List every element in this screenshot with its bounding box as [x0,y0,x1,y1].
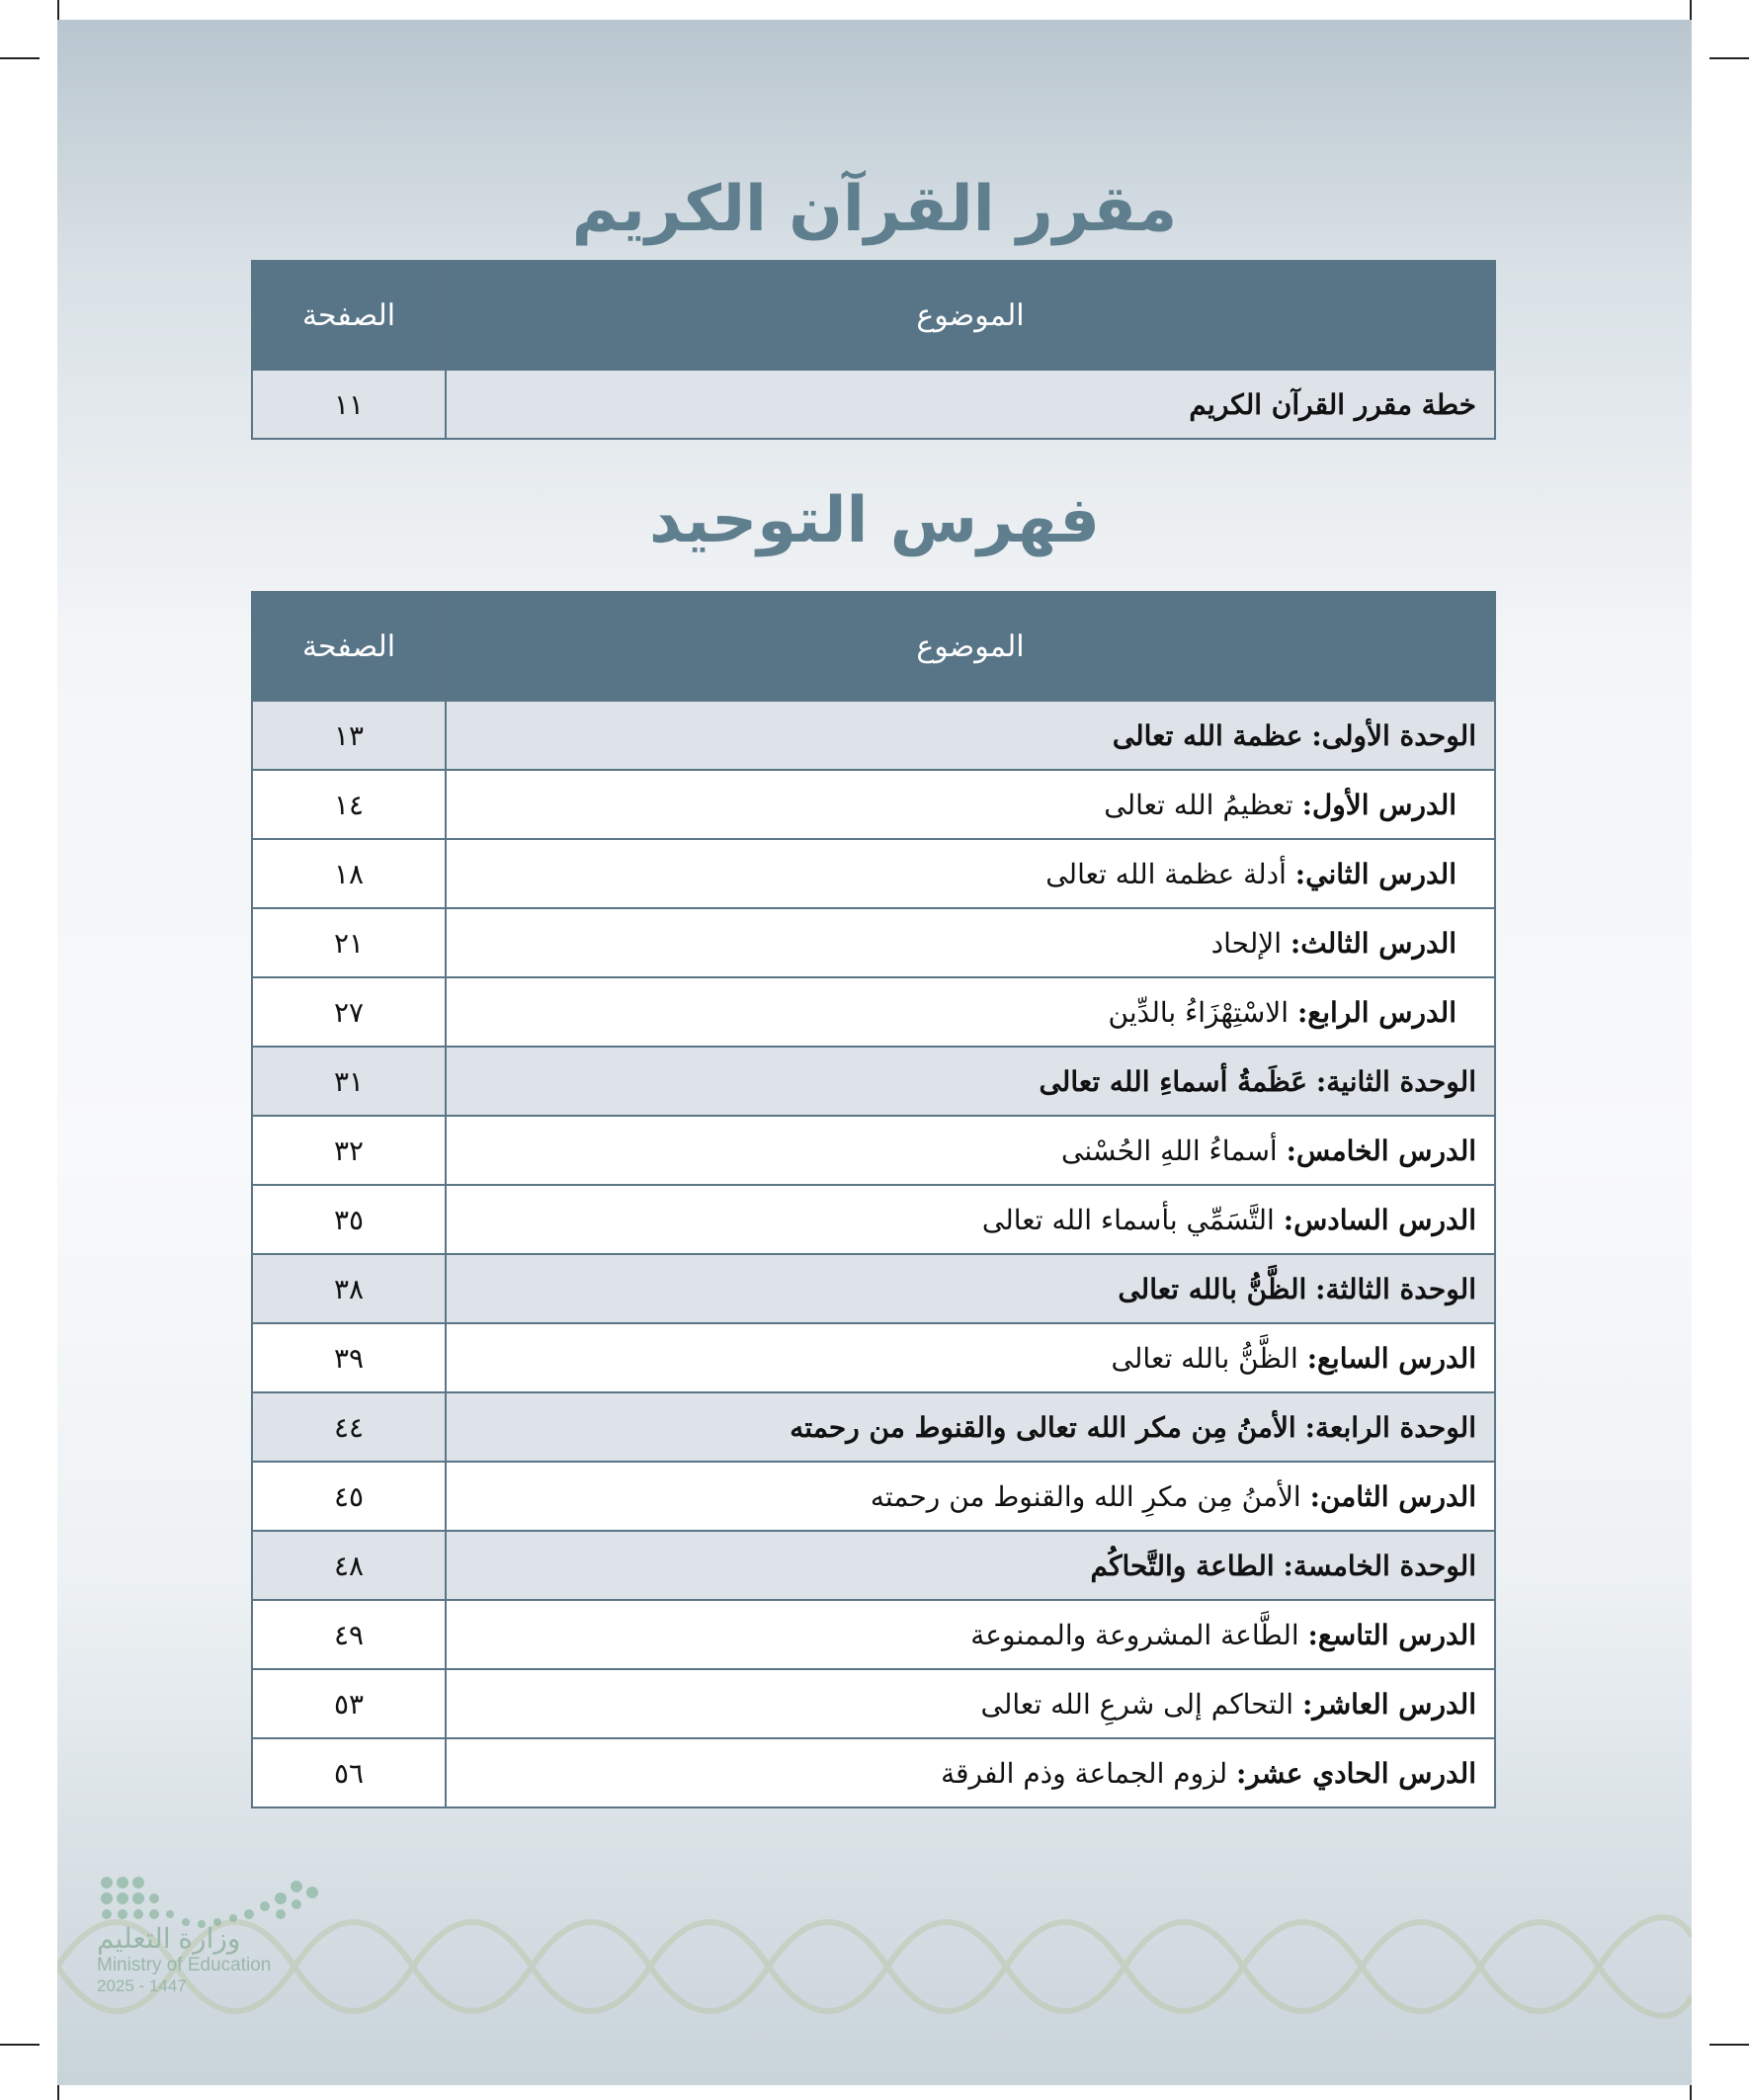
topic-header: الموضوع [446,261,1495,370]
toc-label: الدرس الثامن: [1309,1479,1476,1513]
crop-mark [0,57,40,59]
toc-topic-cell [446,977,1495,1047]
crop-mark [1709,2044,1749,2046]
toc-topic-cell [446,1462,1495,1531]
toc-label: الدرس الثالث: [1290,926,1457,960]
toc-unit-row [252,1254,1495,1323]
toc-topic-cell [446,1254,1495,1323]
toc-page-number: ٤٥ [252,1462,446,1531]
toc-label: الدرس السادس: [1283,1203,1476,1236]
toc-topic-cell [446,1392,1495,1462]
toc-page-number: ١١ [252,370,446,439]
toc-title: الطاعة والتَّحاكُم [1090,1549,1275,1582]
toc-page-number: ٢١ [252,908,446,977]
toc-label: الدرس الثاني: [1294,857,1457,890]
topic-header: الموضوع [446,592,1495,701]
toc-lesson-row [252,977,1495,1047]
crop-mark [0,2044,40,2046]
toc-title: لزوم الجماعة وذم الفرقة [941,1756,1228,1790]
tawheed-heading: فهرس التوحيد [649,484,1100,557]
toc-topic-text: خطة مقرر القرآن الكريم [1189,387,1476,421]
toc-label: الوحدة الثانية: [1315,1064,1476,1098]
toc-lesson-row [252,1669,1495,1738]
toc-lesson-row [252,1323,1495,1392]
toc-topic-cell [446,1047,1495,1116]
toc-page-number: ٥٦ [252,1738,446,1807]
toc-topic-cell [446,701,1495,770]
quran-heading: مقرر القرآن الكريم [571,173,1178,246]
toc-page-number: ١٤ [252,770,446,839]
toc-title: عَظَمةُ أسماءِ الله تعالى [1039,1064,1307,1098]
toc-topic-cell [446,1600,1495,1669]
toc-topic-cell [446,839,1495,908]
toc-page-number: ٢٧ [252,977,446,1047]
toc-lesson-row [252,839,1495,908]
toc-label: الوحدة الأولى: [1311,718,1476,752]
toc-title: أدلة عظمة الله تعالى [1045,857,1287,890]
toc-label: الدرس الحادي عشر: [1236,1756,1476,1790]
toc-label: الوحدة الخامسة: [1283,1549,1476,1582]
document-page [57,20,1692,2085]
toc-page-number: ٥٣ [252,1669,446,1738]
toc-topic-cell [446,770,1495,839]
toc-topic-cell [446,370,1495,439]
toc-page-number: ٤٨ [252,1531,446,1600]
toc-title: الاسْتِهْزَاءُ بالدِّين [1108,995,1290,1029]
toc-lesson-row [252,770,1495,839]
toc-label: الدرس الخامس: [1286,1134,1476,1167]
toc-title: التحاكم إلى شرعِ الله تعالى [980,1687,1294,1721]
toc-title: أسماءُ اللهِ الحُسْنى [1061,1134,1278,1167]
toc-title: الظَّنُّ بالله تعالى [1118,1272,1307,1305]
toc-title: عظمة الله تعالى [1112,718,1303,752]
toc-lesson-row [252,1116,1495,1185]
toc-page-number: ٣٥ [252,1185,446,1254]
toc-topic-cell [446,1185,1495,1254]
toc-topic-cell [446,1116,1495,1185]
toc-lesson-row [252,908,1495,977]
toc-page-number: ٣١ [252,1047,446,1116]
toc-page-number: ٤٤ [252,1392,446,1462]
toc-title: التَّسَمِّي بأسماء الله تعالى [981,1203,1275,1236]
toc-lesson-row [252,1462,1495,1531]
toc-lesson-row [252,1600,1495,1669]
toc-label: الدرس العاشر: [1301,1687,1476,1721]
toc-unit-row [252,370,1495,439]
toc-unit-row [252,1047,1495,1116]
toc-title: الظَّنُّ بالله تعالى [1111,1341,1298,1375]
toc-lesson-row [252,1185,1495,1254]
edition-year: 2025 - 1447 [97,1976,187,1995]
toc-unit-row [252,1392,1495,1462]
toc-title: الأمنُ مِن مكرِ الله والقنوط من رحمته [870,1479,1301,1513]
toc-unit-row [252,1531,1495,1600]
page-header: الصفحة [252,261,446,370]
toc-page-number: ١٣ [252,701,446,770]
crop-mark [1709,57,1749,59]
toc-title: الأمنُ مِن مكر الله تعالى والقنوط من رحمته [790,1410,1296,1444]
toc-title: الطَّاعة المشروعة والممنوعة [970,1618,1299,1651]
toc-page-number: ١٨ [252,839,446,908]
toc-page-number: ٣٢ [252,1116,446,1185]
toc-topic-cell [446,908,1495,977]
toc-topic-cell [446,1669,1495,1738]
toc-title: الإلحاد [1210,926,1282,960]
page-header: الصفحة [252,592,446,701]
ministry-name-arabic: وزارة التعليم [97,1923,241,1954]
quran-toc-table [251,260,1496,440]
toc-label: الوحدة الرابعة: [1304,1410,1476,1444]
toc-page-number: ٣٨ [252,1254,446,1323]
toc-label: الدرس التاسع: [1307,1618,1476,1651]
toc-page-number: ٣٩ [252,1323,446,1392]
toc-label: الدرس الأول: [1301,788,1457,821]
toc-unit-row [252,701,1495,770]
toc-lesson-row [252,1738,1495,1807]
toc-title: تعظيمُ الله تعالى [1104,788,1293,821]
toc-page-number: ٤٩ [252,1600,446,1669]
toc-label: الوحدة الثالثة: [1315,1272,1476,1305]
toc-topic-cell [446,1738,1495,1807]
ministry-watermark [97,1922,324,1996]
tawheed-toc-table [251,591,1496,1808]
toc-label: الدرس السابع: [1306,1341,1476,1375]
toc-topic-cell [446,1531,1495,1600]
toc-topic-cell [446,1323,1495,1392]
ministry-name-english: Ministry of Education [97,1955,272,1975]
toc-label: الدرس الرابع: [1296,995,1457,1029]
